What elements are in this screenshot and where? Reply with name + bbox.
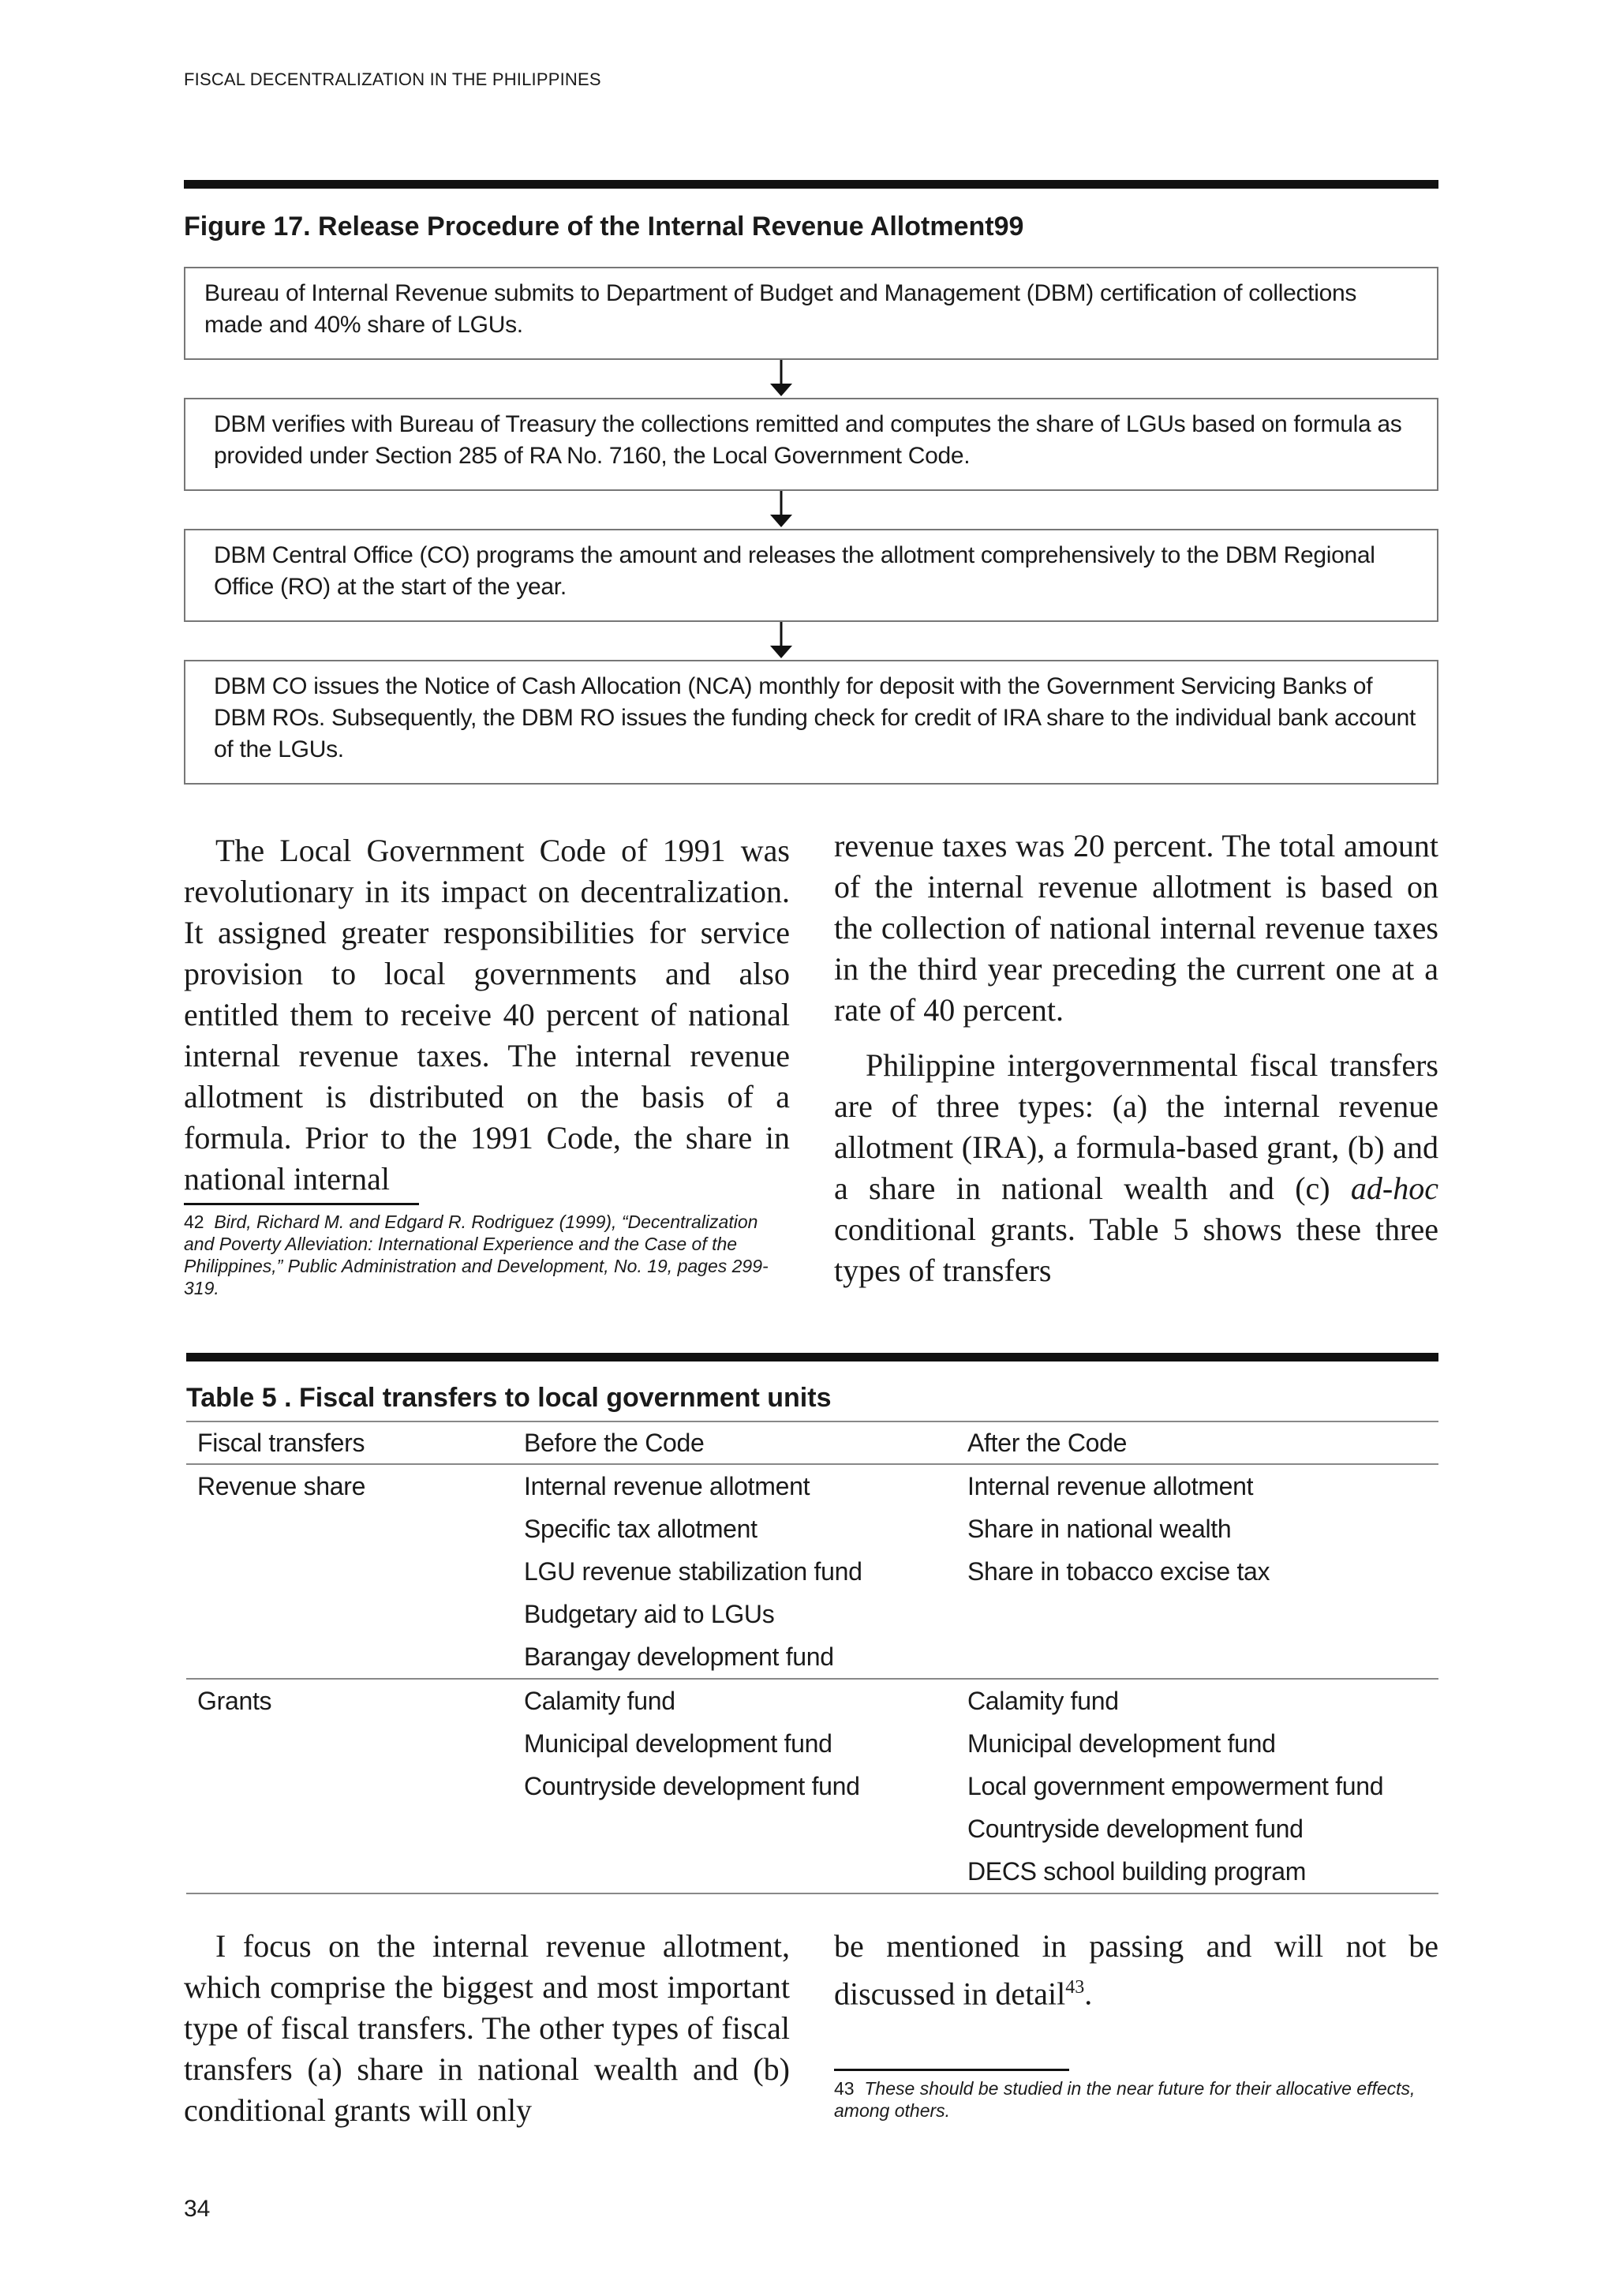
table-cell — [956, 1635, 1438, 1679]
table-cell: Budgetary aid to LGUs — [524, 1599, 775, 1628]
table-cell: DECS school building program — [956, 1850, 1438, 1893]
table-cell: Internal revenue allotment — [967, 1471, 1254, 1500]
flow-arrow-down-icon — [767, 622, 795, 660]
flow-arrow-down-icon — [767, 360, 795, 398]
table-cell: Share in tobacco excise tax — [967, 1556, 1270, 1586]
footnote-text: These should be studied in the near future for their allocative effects, among others. — [834, 2078, 1416, 2121]
flow-step-2: DBM verifies with Bureau of Treasury the collections remitted and computes the share of LGUs based on formula as provided under Section 285 of RA No. 7160, the Local Government Code. — [184, 398, 1438, 491]
table-cell — [186, 1850, 513, 1893]
table-cell: Calamity fund — [513, 1679, 956, 1722]
table-cell — [186, 1550, 513, 1593]
table-row — [186, 1850, 1438, 1893]
table-row — [186, 1765, 1438, 1807]
column-header: Before the Code — [513, 1421, 956, 1464]
table-header-row — [186, 1421, 1438, 1464]
table-cell: Internal revenue allotment — [524, 1471, 810, 1500]
footnote-43 — [834, 2077, 1438, 2122]
flow-arrow-down-icon — [767, 491, 795, 529]
table-cell — [186, 1508, 513, 1550]
table-cell: Calamity fund — [956, 1679, 1438, 1722]
table-cell — [186, 1635, 513, 1679]
paragraph-lgc-1991: The Local Government Code of 1991 was revolutionary in its impact on decentralization. It assigned greater responsibilities for service provision to local governments and also entitled them to receive 40 percent of national internal revenue taxes. The internal revenue allotment is distributed on the basis of a formula. Prior to the 1991 Code, the share in national internal — [184, 833, 790, 1197]
left-column-lower — [184, 1926, 790, 2131]
flow-step-4: DBM CO issues the Notice of Cash Allocation (NCA) monthly for deposit with the Government Servicing Banks of DBM ROs. Subsequently, the DBM RO issues the funding check for credit of IRA share to the individual bank account of the LGUs. — [184, 660, 1438, 785]
table-cell — [513, 1850, 956, 1893]
table-row — [186, 1593, 1438, 1635]
column-header: Fiscal transfers — [186, 1421, 513, 1464]
column-header: After the Code — [956, 1421, 1438, 1464]
table-cell: Countryside development fund — [967, 1814, 1304, 1843]
table-top-rule — [186, 1353, 1438, 1361]
table-row — [186, 1508, 1438, 1550]
footnote-text: Bird, Richard M. and Edgard R. Rodriguez (1999), “Decentralization and Poverty Alleviation: International Experience and the Case of the Philippines,” Public Administration and Development, No. 19, pages 299-319. — [184, 1212, 769, 1298]
figure-title: Figure 17. Release Procedure of the Internal Revenue Allotment99 — [184, 212, 1024, 242]
table-title: Table 5 . Fiscal transfers to local government units — [186, 1383, 832, 1413]
left-column-upper — [184, 830, 790, 1200]
table-cell — [186, 1765, 513, 1807]
footnote-number: 42 — [184, 1212, 204, 1232]
table-cell — [956, 1593, 1438, 1635]
table-cell — [186, 1807, 513, 1850]
right-column-upper — [834, 826, 1438, 1291]
table-row — [186, 1807, 1438, 1850]
table-cell: Barangay development fund — [524, 1642, 834, 1671]
table-cell: Specific tax allotment — [524, 1514, 758, 1543]
table-cell: LGU revenue stabilization fund — [524, 1556, 862, 1586]
table-cell: Municipal development fund — [967, 1729, 1276, 1758]
table-cell — [513, 1807, 956, 1850]
table-cell: Revenue share — [197, 1471, 366, 1500]
paragraph-three-types: Philippine intergovernmental fiscal transfers are of three types: (a) the internal revenue allotment (IRA), a formula-based grant, (b) and a share in national wealth and (c) ad-hoc conditional grants. Table 5 shows these three types of transfers — [834, 1047, 1438, 1288]
paragraph-revenue-taxes: revenue taxes was 20 percent. The total amount of the internal revenue allotment is based on the collection of national internal revenue taxes in the third year preceding the current one at a rate of 40 percent. — [834, 828, 1438, 1028]
running-header: FISCAL DECENTRALIZATION IN THE PHILIPPINES — [184, 69, 601, 89]
table-cell — [186, 1722, 513, 1765]
page-number: 34 — [184, 2196, 211, 2222]
paragraph-passing-mention: be mentioned in passing and will not be discussed in detail$^{43}$. — [834, 1928, 1438, 2012]
fiscal-transfers-table — [186, 1421, 1438, 1894]
table-row — [186, 1679, 1438, 1722]
table-cell: Countryside development fund — [524, 1771, 860, 1800]
footnote-rule — [834, 2069, 1069, 2071]
flow-step-1: Bureau of Internal Revenue submits to Department of Budget and Management (DBM) certification of collections made and 40% share of LGUs. — [184, 267, 1438, 360]
table-row — [186, 1635, 1438, 1679]
table-row — [186, 1464, 1438, 1508]
flow-step-3: DBM Central Office (CO) programs the amount and releases the allotment comprehensively to the DBM Regional Office (RO) at the start of the year. — [184, 529, 1438, 622]
table-cell: Grants — [186, 1679, 513, 1722]
table-row — [186, 1722, 1438, 1765]
right-column-lower — [834, 1926, 1438, 2014]
table-cell — [186, 1593, 513, 1635]
paragraph-focus-ira: I focus on the internal revenue allotment, which comprise the biggest and most important type of fiscal transfers. The other types of fiscal transfers (a) share in national wealth and (b) conditional grants will only — [184, 1928, 790, 2128]
table-cell: Local government empowerment fund — [967, 1771, 1384, 1800]
footnote-number: 43 — [834, 2078, 855, 2099]
footnote-ref-43: 43 — [1065, 1977, 1085, 1998]
table-cell: Share in national wealth — [967, 1514, 1232, 1543]
table-cell: Municipal development fund — [524, 1729, 832, 1758]
footnote-42 — [184, 1211, 784, 1299]
table-row — [186, 1550, 1438, 1593]
figure-top-rule — [184, 180, 1438, 189]
footnote-rule — [184, 1203, 419, 1205]
